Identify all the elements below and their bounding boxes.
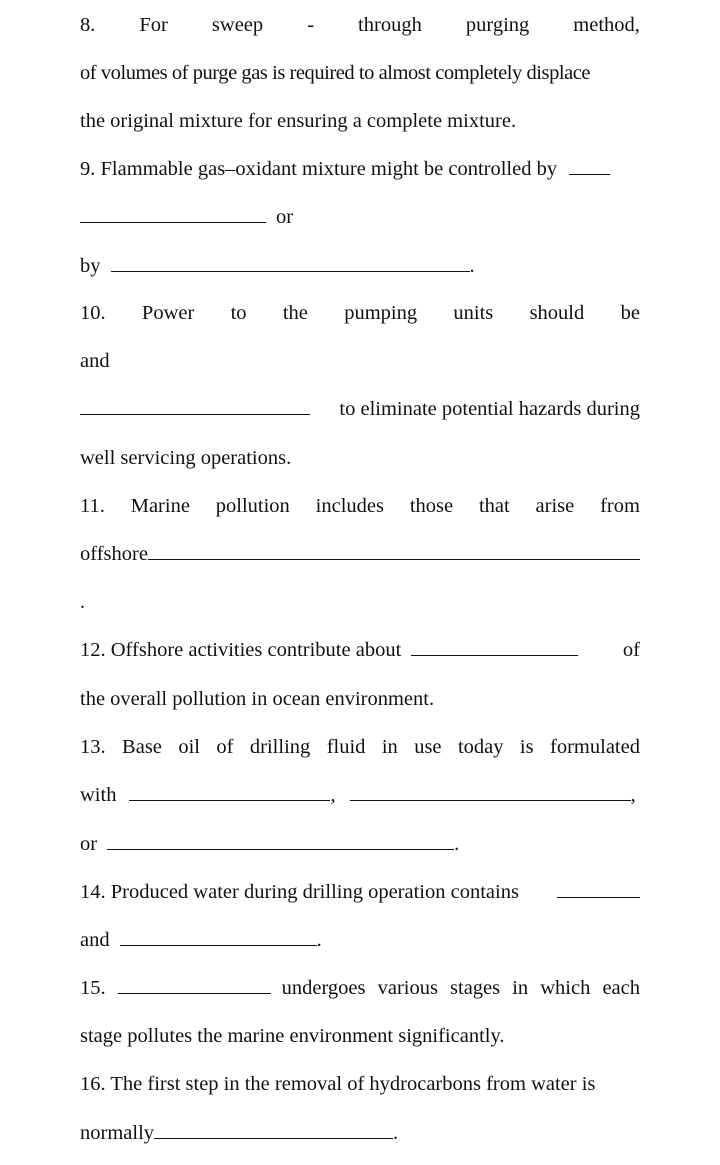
q14-blank-1[interactable] <box>557 877 640 898</box>
q11-word: Marine <box>130 495 190 517</box>
q11-line2 <box>80 539 640 569</box>
q11-blank[interactable] <box>148 539 640 560</box>
q10-line1 <box>80 298 640 328</box>
q15-words <box>282 973 640 1003</box>
q11-word: those <box>409 495 454 517</box>
q13-period: . <box>454 833 460 855</box>
q11-word: that <box>478 495 510 517</box>
q12-text: 12. Offshore activities contribute about <box>80 639 402 661</box>
q11-line3 <box>80 587 640 617</box>
q13-word: oil <box>178 736 200 758</box>
q16-period: . <box>393 1122 399 1144</box>
q8-word: - <box>307 14 315 36</box>
q16-line2 <box>80 1118 640 1148</box>
q9-blank-3[interactable] <box>111 251 470 272</box>
q12-line2: the overall pollution in ocean environment. <box>80 688 435 710</box>
q13-with: with <box>80 784 117 806</box>
q10-line4: well servicing operations. <box>80 447 292 469</box>
q13-word: of <box>216 736 234 758</box>
q15-blank[interactable] <box>118 973 271 994</box>
q14-period: . <box>316 929 322 951</box>
q9-line1 <box>80 154 640 184</box>
q13-word: today <box>457 736 504 758</box>
q13-comma-1: , <box>330 784 336 806</box>
q10-line3 <box>80 394 640 424</box>
q12-blank[interactable] <box>411 635 578 656</box>
q11-word: arise <box>535 495 575 517</box>
q15-word: each <box>602 977 640 999</box>
q8-word: For <box>139 14 168 36</box>
q13-word: is <box>519 736 534 758</box>
q10-word: pumping <box>344 302 418 324</box>
q13-blank-2[interactable] <box>350 780 631 801</box>
q9-or: or <box>276 206 294 228</box>
q13-blank-1[interactable] <box>129 780 330 801</box>
q10-line3-text: to eliminate potential hazards during <box>339 398 640 420</box>
q10-word: units <box>453 302 494 324</box>
q8-word: method, <box>573 14 640 36</box>
q14-text: 14. Produced water during drilling operation contains <box>80 881 519 903</box>
q15-word: undergoes <box>281 977 366 999</box>
q9-line2 <box>80 202 640 232</box>
q10-word: to <box>230 302 247 324</box>
q13-line1 <box>80 732 640 762</box>
q10-number: 10. <box>80 302 106 324</box>
q15-word: which <box>540 977 591 999</box>
q8-number: 8. <box>80 14 96 36</box>
q8-word: through <box>358 14 422 36</box>
q9-by: by <box>80 255 101 277</box>
q15-word: stages <box>450 977 501 999</box>
q16-blank[interactable] <box>154 1118 393 1139</box>
worksheet-page <box>80 0 640 1165</box>
q15-number: 15. <box>80 977 106 999</box>
q13-word: fluid <box>326 736 366 758</box>
q10-blank[interactable] <box>80 394 310 415</box>
q8-line3: the original mixture for ensuring a complete mixture. <box>80 110 517 132</box>
q10-word: Power <box>141 302 195 324</box>
q11-word: includes <box>315 495 384 517</box>
q10-word: should <box>529 302 585 324</box>
q10-line2 <box>80 346 640 376</box>
q11-period: . <box>80 591 85 613</box>
q12-line1 <box>80 635 640 665</box>
q16-normally: normally <box>80 1122 155 1144</box>
q15-word: in <box>512 977 529 999</box>
q15-word: various <box>377 977 438 999</box>
q14-blank-2[interactable] <box>120 925 317 946</box>
q9-blank-2[interactable] <box>80 202 266 223</box>
q10-word: be <box>620 302 640 324</box>
q11-word: pollution <box>215 495 290 517</box>
q10-word: the <box>282 302 308 324</box>
q8-line1 <box>80 10 640 40</box>
q14-line1 <box>80 877 640 907</box>
q9-line3 <box>80 251 640 281</box>
q11-number: 11. <box>80 495 105 517</box>
q13-word: drilling <box>249 736 311 758</box>
q13-word: Base <box>122 736 162 758</box>
q13-blank-3[interactable] <box>107 829 454 850</box>
q8-line2: of volumes of purge gas is required to almost completely displace <box>80 62 591 84</box>
q10-and: and <box>80 350 110 372</box>
q13-line2 <box>80 780 640 810</box>
q13-word: in <box>381 736 398 758</box>
q16-line1: 16. The first step in the removal of hydrocarbons from water is <box>80 1073 596 1095</box>
q8-word: purging <box>465 14 530 36</box>
q9-blank-1[interactable] <box>569 154 610 175</box>
q12-of: of <box>622 639 640 661</box>
q11-word: from <box>600 495 640 517</box>
q13-word: formulated <box>550 736 640 758</box>
q15-line2: stage pollutes the marine environment significantly. <box>80 1025 505 1047</box>
q14-line2 <box>80 925 640 955</box>
q8-word: sweep <box>211 14 264 36</box>
q11-line1 <box>80 491 640 521</box>
q13-line3 <box>80 829 640 859</box>
q15-line1 <box>80 973 640 1003</box>
q13-comma-2: , <box>630 784 636 806</box>
q11-offshore: offshore <box>80 543 148 565</box>
q9-period: . <box>469 255 475 277</box>
q13-word: use <box>414 736 442 758</box>
q9-text: 9. Flammable gas–oxidant mixture might be controlled by <box>80 158 558 180</box>
q13-or: or <box>80 833 98 855</box>
q13-number: 13. <box>80 736 106 758</box>
q14-and: and <box>80 929 110 951</box>
